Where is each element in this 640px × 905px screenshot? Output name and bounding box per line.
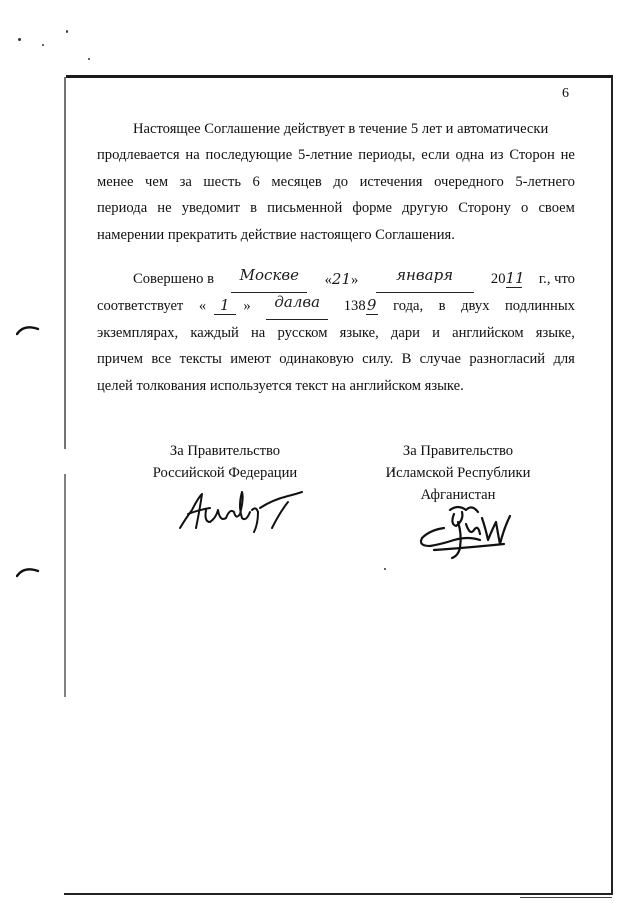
word: форме: [352, 200, 392, 217]
page-border-top: [66, 75, 613, 78]
binder-mark-icon: [16, 322, 40, 336]
word: другую: [402, 200, 449, 217]
page-border-left: [64, 77, 66, 697]
word: если: [421, 147, 450, 164]
word: Сторон: [509, 147, 555, 164]
word: экземплярах,: [97, 324, 179, 341]
word: 6: [252, 173, 260, 190]
signature-afghanistan: [414, 500, 524, 570]
corresponds-label: соответствует: [97, 298, 184, 315]
page-number: 6: [562, 86, 569, 101]
signatory-line: Афганистан: [420, 487, 496, 503]
word: уведомит: [181, 200, 240, 217]
word: менее: [97, 173, 134, 190]
word: о: [521, 200, 529, 217]
signatory-line: За Правительство: [169, 443, 281, 459]
word: языке,: [535, 324, 575, 341]
word: не: [560, 147, 575, 164]
word: очередного: [434, 173, 504, 190]
interpretation-text: целей толкования используется текст на английском языке.: [97, 377, 464, 394]
signed-at-label: Совершено в: [133, 271, 214, 287]
binder-mark-icon: [16, 564, 40, 578]
city-handwritten: Москве: [231, 266, 307, 293]
month-handwritten: января: [376, 266, 474, 293]
word: из: [489, 147, 504, 164]
signatory-line: Исламской Республики: [385, 465, 531, 481]
word: дари: [390, 324, 420, 341]
word: периода: [97, 200, 148, 217]
word: в: [438, 298, 446, 315]
word: одна: [455, 147, 485, 164]
word: языке,: [339, 324, 379, 341]
word: английском: [452, 324, 524, 341]
word: месяцев: [271, 173, 322, 190]
day-handwritten: 21: [331, 270, 351, 288]
quote-close: »: [351, 272, 359, 288]
signatory-russia: [140, 440, 310, 484]
word: чем: [145, 173, 169, 190]
word: силу.: [362, 351, 394, 368]
word: каждый: [190, 324, 239, 341]
paragraph-line: [97, 222, 575, 248]
quote-open: «: [324, 272, 332, 288]
solar-year-group: [344, 293, 378, 319]
word: тексты: [179, 351, 222, 368]
signatory-line: Российской Федерации: [152, 465, 298, 481]
signatory-afghanistan: [368, 440, 548, 506]
word: не: [157, 200, 172, 217]
scan-speck: [88, 58, 90, 60]
page-border-bottom-double: [520, 897, 612, 898]
word: русском: [277, 324, 328, 341]
word: случае: [419, 351, 462, 368]
solar-year-handwritten: 9: [366, 296, 377, 315]
signatory-line: За Правительство: [402, 443, 514, 459]
solar-month-handwritten: далва: [266, 293, 328, 319]
scan-speck: [66, 30, 68, 33]
paragraph-line: [97, 195, 575, 221]
word: периоды,: [358, 147, 416, 164]
word: подлинных: [505, 298, 575, 315]
year-suffix: г., что: [538, 271, 575, 287]
paragraph-line: [97, 142, 575, 168]
word: Настоящее Соглашение действует в течение 5 лет и автоматически: [133, 121, 549, 137]
quote-close: »: [243, 298, 251, 315]
date-quote-group: [325, 266, 359, 293]
word: года,: [393, 298, 424, 315]
scan-speck: [384, 568, 386, 570]
word: и: [432, 324, 440, 341]
word: намерении прекратить действие настоящего Соглашения.: [97, 226, 455, 243]
scan-speck: [42, 44, 44, 46]
word: в: [250, 200, 257, 217]
word: все: [151, 351, 172, 368]
word: на: [251, 324, 266, 341]
signing-paragraph: [97, 266, 575, 399]
scan-speck: [18, 38, 21, 41]
word: имеют: [230, 351, 271, 368]
signing-line-equal-force: [97, 346, 575, 372]
quote-open: «: [198, 298, 207, 315]
word: двух: [461, 298, 490, 315]
word: письменной: [267, 200, 343, 217]
word: своем: [538, 200, 575, 217]
word: одинаковую: [279, 351, 354, 368]
year-group: [490, 266, 525, 293]
validity-paragraph: [97, 116, 575, 248]
paragraph-line: [97, 116, 575, 142]
word: истечения: [359, 173, 423, 190]
paragraph-line: [97, 169, 575, 195]
word: разногласий: [469, 351, 546, 368]
word: Сторону: [458, 200, 511, 217]
word: причем: [97, 351, 143, 368]
solar-year-prefix: 138: [343, 298, 366, 315]
year-handwritten: 11: [505, 269, 525, 287]
page-border-bottom: [64, 893, 612, 895]
page-border-right: [611, 77, 613, 895]
word: последующие: [205, 147, 293, 164]
solar-date-group: [199, 293, 251, 319]
word: для: [553, 351, 575, 368]
signing-line-place-date: [97, 266, 575, 293]
word: на: [185, 147, 200, 164]
year-prefix: 20: [490, 271, 506, 287]
word: до: [333, 173, 349, 190]
word: 5-летнего: [515, 173, 575, 190]
word: продлевается: [97, 147, 180, 164]
signing-line-copies: [97, 320, 575, 346]
word: шесть: [203, 173, 241, 190]
word: В: [401, 351, 412, 368]
word: 5-летние: [298, 147, 353, 164]
signing-line-equivalent-date: [97, 293, 575, 319]
word: за: [179, 173, 192, 190]
solar-day-handwritten: 1: [214, 296, 236, 315]
signing-line-interpretation: [97, 373, 575, 399]
signature-russia: [176, 488, 306, 536]
